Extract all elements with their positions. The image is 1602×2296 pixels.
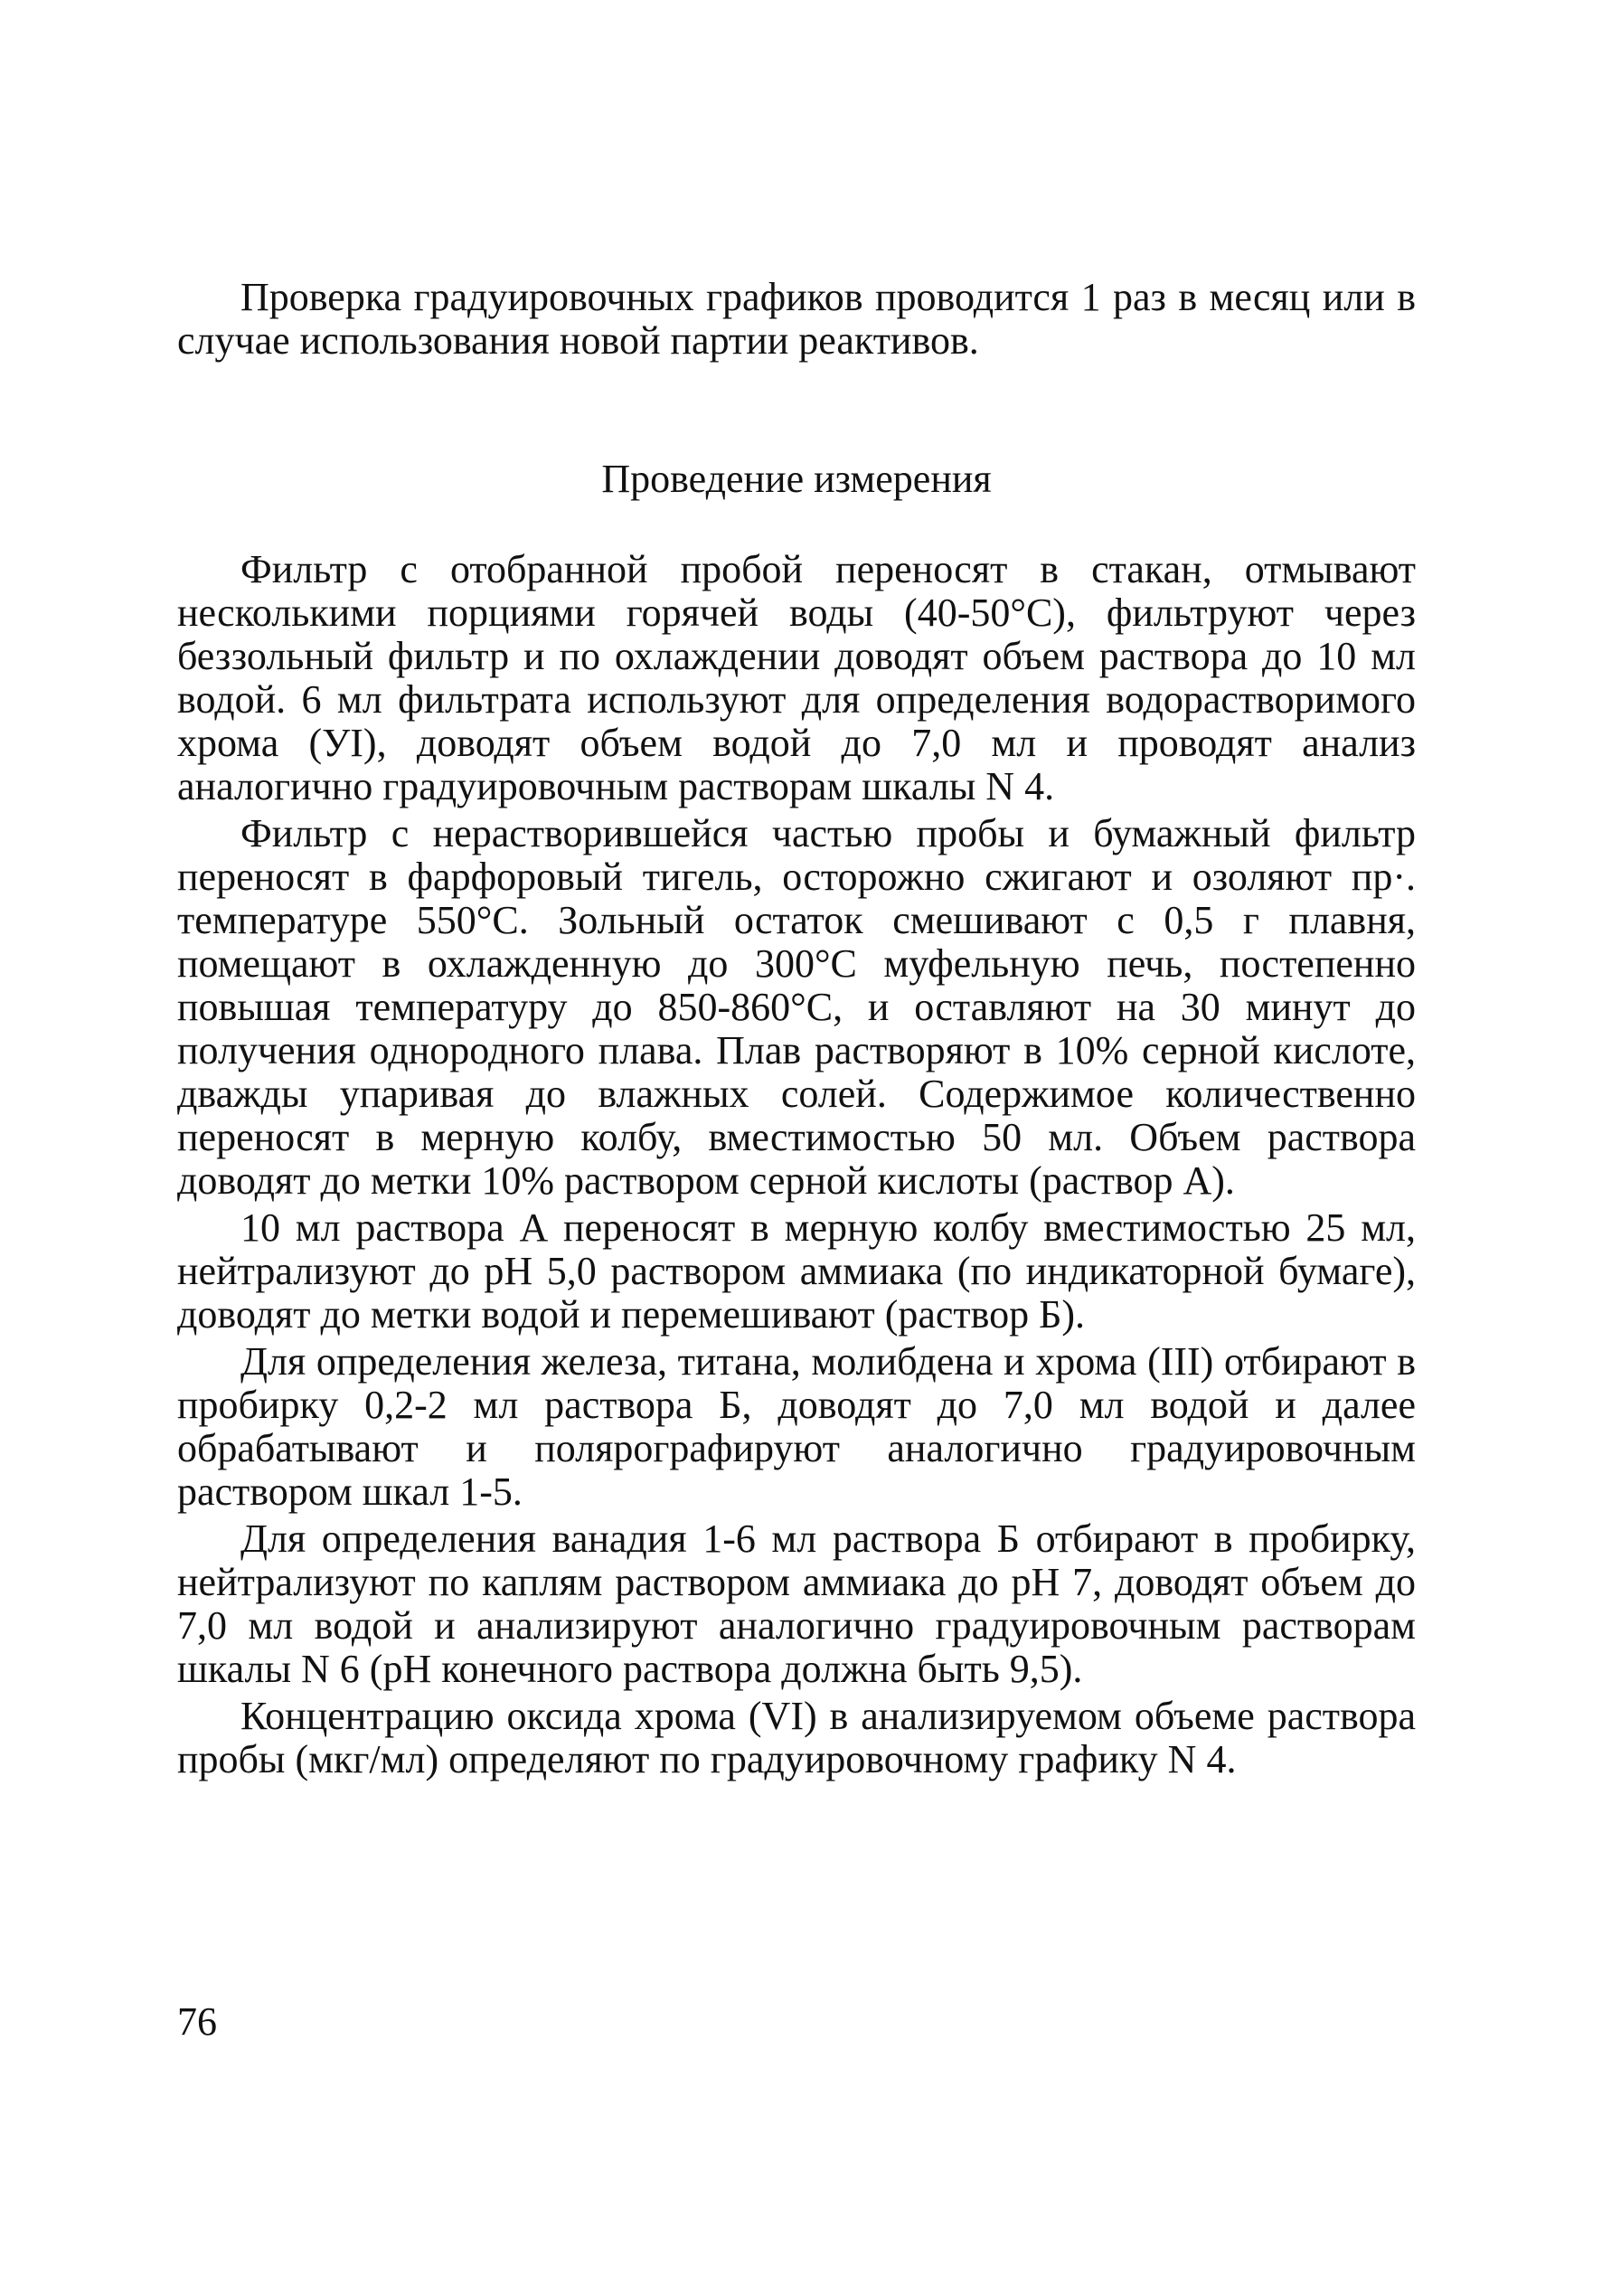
paragraph-ashing: Фильтр с нерастворившейся частью пробы и бумажный фильтр переносят в фарфоровый тигель, осторожно сжигают и озоляют пр·. температуре 550°С. Зольный остаток смешивают с 0,5 г плавня, помещают в охлажденную до 300°С муфельную печь, постепенно повышая температуру до 850-860°С, и оставляют на 30 минут до получения однородного плава. Плав растворяют в 10% серной кислоте, дважды упаривая до влажных солей. Содержимое количественно переносят в мерную колбу, вместимостью 50 мл. Объем раствора доводят до метки 10% раствором серной кислоты (раствор А). [177,811,1416,1203]
paragraph-solution-b: 10 мл раствора А переносят в мерную колбу вместимостью 25 мл, нейтрализуют до рН 5,0 раствором аммиака (по индикаторной бумаге), доводят до метки водой и перемешивают (раствор Б). [177,1205,1416,1337]
paragraph-filter-washing: Фильтр с отобранной пробой переносят в стакан, отмывают несколькими порциями горячей воды (40-50°С), фильтруют через беззольный фильтр и по охлаждении доводят объем раствора до 10 мл водой. 6 мл фильтрата используют для определения водорастворимого хрома (УI), доводят объем водой до 7,0 мл и проводят анализ аналогично градуировочным растворам шкалы N 4. [177,547,1416,808]
section-body [177,548,1416,1785]
section-heading: Проведение измерения [601,457,992,501]
intro-text [177,276,1416,363]
paragraph-chromium-concentration: Концентрацию оксида хрома (VI) в анализируемом объеме раствора пробы (мкг/мл) определяют по градуировочному графику N 4. [177,1694,1416,1781]
intro-paragraph: Проверка градуировочных графиков проводится 1 раз в месяц или в случае использования новой партии реактивов. [177,275,1416,363]
paragraph-vanadium: Для определения ванадия 1-6 мл раствора Б отбирают в пробирку, нейтрализуют по каплям раствором аммиака до рН 7, доводят объем до 7,0 мл водой и анализируют аналогично градуировочным растворам шкалы N 6 (рН конечного раствора должна быть 9,5). [177,1516,1416,1691]
paragraph-iron-titanium: Для определения железа, титана, молибдена и хрома (III) отбирают в пробирку 0,2-2 мл раствора Б, доводят до 7,0 мл водой и далее обрабатывают и полярографируют аналогично градуировочным раствором шкал 1-5. [177,1339,1416,1514]
page-number: 76 [177,1999,217,2044]
